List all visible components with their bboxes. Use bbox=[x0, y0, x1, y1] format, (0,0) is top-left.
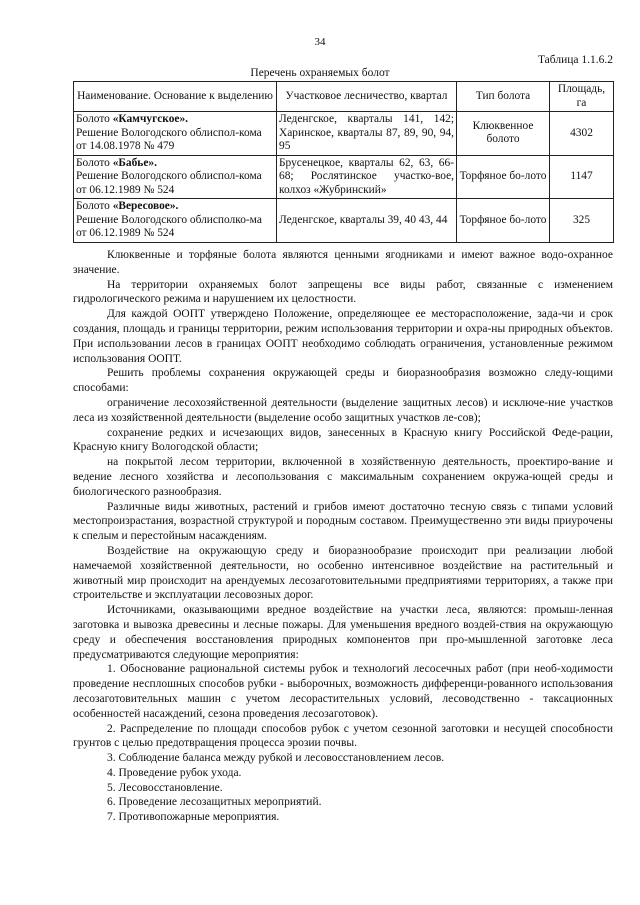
paragraph: на покрытой лесом территории, включенной в хозяйственную деятельность, проектиро-вание и ведение лесного хозяйства и лесопользования с максимальным сохранением окружа-ющей среды и биологического разнообразия. bbox=[73, 456, 613, 498]
bog-prefix: Болото bbox=[76, 200, 113, 212]
cell-area: 325 bbox=[550, 199, 614, 243]
table-label: Таблица 1.1.6.2 bbox=[537, 54, 613, 66]
cell-area: 4302 bbox=[550, 112, 614, 156]
cell-bog-name bbox=[74, 155, 277, 199]
bog-prefix: Болото bbox=[76, 156, 113, 169]
bog-title bbox=[76, 113, 274, 127]
bog-basis: Решение Вологодского облиспол-кома от 14.08.1978 № 479 bbox=[76, 126, 262, 152]
paragraph: На территории охраняемых болот запрещены все виды работ, связанные с изменением гидрологического режима и нарушением их целостности. bbox=[73, 278, 613, 306]
protected-bogs-table bbox=[73, 81, 614, 243]
paragraph: сохранение редких и исчезающих видов, занесенных в Красную книгу Российской Феде-рации, Красную книгу Вологодской области; bbox=[73, 426, 613, 454]
table-row bbox=[74, 199, 614, 243]
cell-forestry: Леденгское, кварталы 141, 142; Харинское, кварталы 87, 89, 90, 94, 95 bbox=[277, 112, 457, 156]
cell-forestry: Брусенецкое, кварталы 62, 63, 66-68; Рослятинское участко-вое, колхоз «Жубринский» bbox=[277, 155, 457, 199]
header-name: Наименование. Основание к выделению bbox=[74, 82, 277, 112]
cell-bog-type: Торфяное бо-лото bbox=[457, 155, 550, 199]
bog-title bbox=[76, 200, 274, 214]
table-row bbox=[74, 155, 614, 199]
paragraph: 2. Распределение по площади способов рубок с учетом сезонной заготовки и несущей способности грунтов с целью предотвращения процесса эрозии почвы. bbox=[73, 722, 613, 750]
paragraph: 4. Проведение рубок ухода. bbox=[107, 766, 242, 779]
paragraph: Клюквенные и торфяные болота являются ценными ягодниками и имеют важное водо-охранное значение. bbox=[73, 249, 613, 276]
bog-basis: Решение Вологодского облисполко-ма от 06.12.1989 № 524 bbox=[76, 213, 262, 239]
body-text bbox=[73, 248, 613, 825]
paragraph: Решить проблемы сохранения окружающей среды и биоразнообразия возможно следу-ющими способами: bbox=[73, 367, 613, 395]
bog-prefix: Болото bbox=[76, 113, 113, 125]
cell-bog-name bbox=[74, 112, 277, 156]
table-header-row bbox=[74, 82, 614, 112]
paragraph: 7. Противопожарные мероприятия. bbox=[107, 811, 280, 824]
paragraph: 6. Проведение лесозащитных мероприятий. bbox=[107, 796, 322, 809]
header-area: Площадь, га bbox=[550, 82, 614, 112]
paragraph: 1. Обоснование рациональной системы рубок и технологий лесосечных работ (при необ-ходимости проведение несплошных способов рубки - выборочных, возможность дифференци-рованного использования лесозаготовительных машин с учетом лесорастительных условий, лесоводственно - таксационных особенностей насаждений, сезона проведения лесозаготовок). bbox=[73, 663, 613, 720]
paragraph: Источниками, оказывающими вредное воздействие на участки леса, являются: промыш-ленная заготовка и вывозка древесины и лесные пожары. Для уменьшения вредного воздей-ствия на окружающую среду и обеспечения восстановления природных компонентов при про-мышленной заготовке леса предусматриваются следующие мероприятия: bbox=[73, 604, 613, 661]
cell-bog-type: Клюквенное болото bbox=[457, 112, 550, 156]
bog-name-bold: «Камчугское». bbox=[112, 113, 188, 125]
cell-bog-name bbox=[74, 199, 277, 243]
cell-area: 1147 bbox=[550, 155, 614, 199]
paragraph: Воздействие на окружающую среду и биоразнообразие происходит при реализации любой намечаемой хозяйственной деятельности, но особенно интенсивное воздействие на растительный и животный мир происходит на арендуемых лесозаготовительными предприятиями территориях, а также при строительстве и эксплуатации лесовозных дорог. bbox=[73, 544, 613, 602]
bog-basis: Решение Вологодского облиспол-кома от 06.12.1989 № 524 bbox=[76, 170, 262, 196]
header-type: Тип болота bbox=[457, 82, 550, 112]
table-title: Перечень охраняемых болот bbox=[250, 67, 390, 79]
bog-title bbox=[76, 157, 274, 171]
paragraph: 5. Лесовосстановление. bbox=[107, 781, 223, 794]
table-row bbox=[74, 112, 614, 156]
bog-name-bold: «Бабье». bbox=[112, 156, 157, 169]
cell-forestry: Леденгское, кварталы 39, 40 43, 44 bbox=[277, 199, 457, 243]
cell-bog-type: Торфяное бо-лото bbox=[457, 199, 550, 243]
paragraph: ограничение лесохозяйственной деятельности (выделение защитных лесов) и исключе-ние участков леса из хозяйственной деятельности (выделение особо защитных участков ле-сов); bbox=[73, 396, 613, 424]
paragraph: 3. Соблюдение баланса между рубкой и лесовосстановлением лесов. bbox=[107, 752, 445, 765]
paragraph: Для каждой ООПТ утверждено Положение, определяющее ее месторасположение, зада-чи и срок создания, площадь и границы территории, режим использования территории и охра-ны природных объектов. При использовании лесов в границах ООПТ необходимо соблюдать ограничения, установленные режимом использования ООПТ. bbox=[73, 308, 613, 365]
header-forestry: Участковое лесничество, квартал bbox=[277, 82, 457, 112]
bog-name-bold: «Вересовое». bbox=[112, 200, 179, 212]
paragraph: Различные виды животных, растений и грибов имеют достаточно тесную связь с типами условий местопроизрастания, возрастной структурой и породным составом. Преимущественно эти виды приурочены к спелым и перестойным насаждениям. bbox=[73, 500, 613, 543]
page-number: 34 bbox=[314, 36, 326, 48]
